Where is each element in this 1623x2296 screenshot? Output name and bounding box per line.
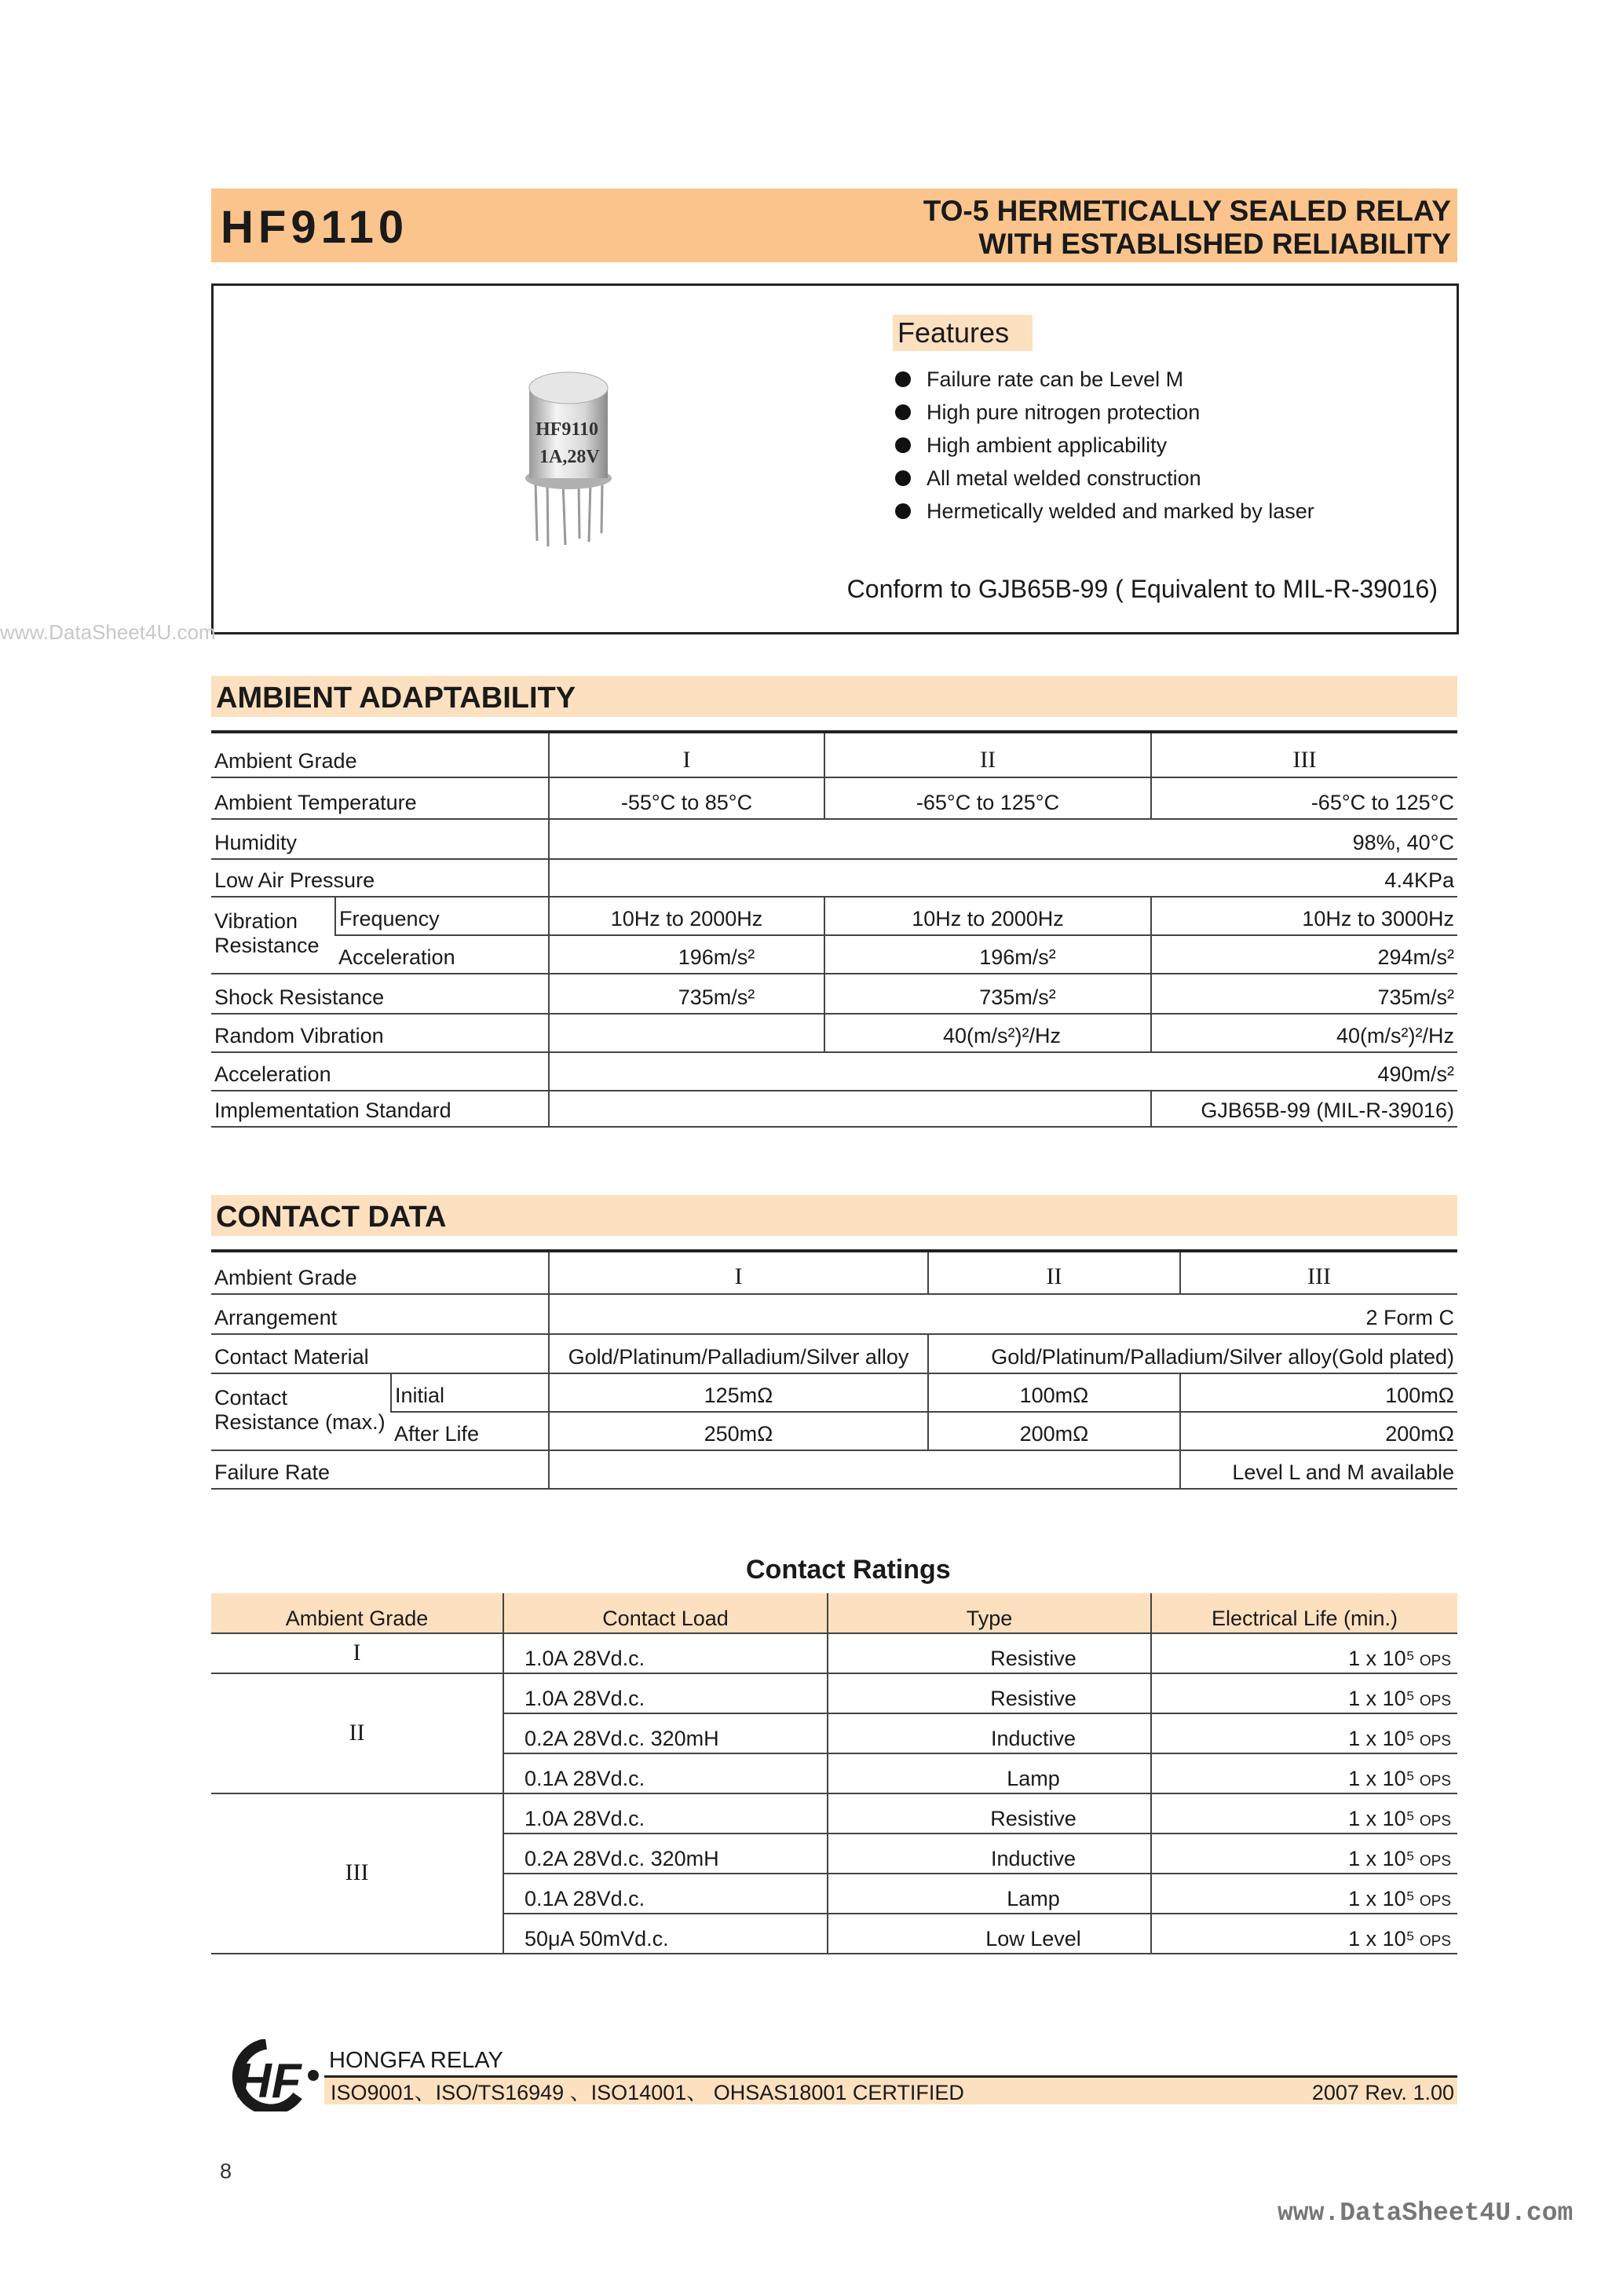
- cell: I: [549, 1251, 928, 1294]
- life-cell: [1151, 1753, 1457, 1793]
- table-row: [211, 777, 1457, 819]
- type-cell: Low Level: [828, 1914, 1151, 1954]
- subtitle-line-2: WITH ESTABLISHED RELIABILITY: [978, 228, 1451, 260]
- life-unit: OPS: [1419, 1693, 1451, 1709]
- row-label: Contact Material: [211, 1334, 549, 1373]
- cell: III: [1151, 732, 1457, 777]
- cell: 200mΩ: [928, 1412, 1180, 1450]
- features-box: [211, 283, 1459, 634]
- life-value: 1 x 10⁵: [1348, 1887, 1415, 1910]
- hongfa-logo: [211, 2039, 321, 2111]
- table-row: [211, 1251, 1457, 1294]
- svg-text:HF9110: HF9110: [536, 419, 599, 440]
- cell: 40(m/s²)²/Hz: [824, 1014, 1151, 1052]
- life-value: 1 x 10⁵: [1348, 1767, 1415, 1790]
- load-cell: 0.1A 28Vd.c.: [503, 1874, 828, 1914]
- cell: 294m/s²: [1151, 935, 1457, 974]
- features-title: Features: [893, 315, 1033, 351]
- table-row: [211, 1673, 1457, 1713]
- bullet-icon: [895, 404, 911, 420]
- load-cell: 0.1A 28Vd.c.: [503, 1753, 828, 1793]
- cell: Level L and M available: [1180, 1450, 1457, 1489]
- feature-text: Hermetically welded and marked by laser: [927, 499, 1314, 523]
- cell: 2 Form C: [549, 1294, 1457, 1334]
- model-name: HF9110: [221, 202, 409, 253]
- feature-item: [895, 363, 1314, 396]
- table-row: [211, 1793, 1457, 1834]
- cell: I: [549, 732, 824, 777]
- life-value: 1 x 10⁵: [1348, 1687, 1415, 1710]
- life-value: 1 x 10⁵: [1348, 1807, 1415, 1830]
- cell: 196m/s²: [549, 935, 824, 974]
- table-row: [211, 819, 1457, 859]
- cell: III: [1180, 1251, 1457, 1294]
- revision: 2007 Rev. 1.00: [1311, 2081, 1454, 2104]
- relay-product-image: [504, 364, 638, 553]
- type-cell: Resistive: [828, 1793, 1151, 1834]
- feature-text: All metal welded construction: [927, 466, 1201, 490]
- load-cell: 1.0A 28Vd.c.: [503, 1793, 828, 1834]
- cell: 10Hz to 3000Hz: [1151, 897, 1457, 935]
- cell: 10Hz to 2000Hz: [549, 897, 824, 935]
- life-cell: [1151, 1673, 1457, 1713]
- feature-item: [895, 462, 1314, 495]
- contact-table: [211, 1249, 1457, 1490]
- cell: Gold/Platinum/Palladium/Silver alloy(Gold plated): [928, 1334, 1457, 1373]
- load-cell: 1.0A 28Vd.c.: [503, 1633, 828, 1673]
- load-cell: 50μA 50mVd.c.: [503, 1914, 828, 1954]
- row-label: Low Air Pressure: [211, 859, 549, 897]
- cell: 250mΩ: [549, 1412, 928, 1450]
- grade-cell: II: [211, 1673, 503, 1793]
- label-line: Resistance (max.): [214, 1410, 386, 1434]
- column-header: Ambient Grade: [211, 1593, 503, 1633]
- cell: GJB65B-99 (MIL-R-39016): [1151, 1091, 1457, 1127]
- cell: 10Hz to 2000Hz: [824, 897, 1151, 935]
- table-row: [211, 732, 1457, 777]
- life-cell: [1151, 1793, 1457, 1834]
- conformance-statement: Conform to GJB65B-99 ( Equivalent to MIL-R-39016): [846, 575, 1438, 603]
- row-label: Acceleration: [335, 935, 549, 974]
- type-cell: Lamp: [828, 1753, 1151, 1793]
- type-cell: Lamp: [828, 1874, 1151, 1914]
- certification-bar: [324, 2075, 1457, 2104]
- table-row: [211, 1014, 1457, 1052]
- life-unit: OPS: [1419, 1773, 1451, 1790]
- table-row: [211, 897, 1457, 935]
- life-unit: OPS: [1419, 1733, 1451, 1749]
- svg-text:1A,28V: 1A,28V: [539, 447, 600, 467]
- row-label: Implementation Standard: [211, 1091, 549, 1127]
- life-cell: [1151, 1713, 1457, 1753]
- ambient-table: [211, 730, 1457, 1128]
- cell: 4.4KPa: [549, 859, 1457, 897]
- table-row: [211, 1373, 1457, 1412]
- ambient-section-title: AMBIENT ADAPTABILITY: [211, 676, 1457, 717]
- table-row: [211, 935, 1457, 974]
- row-label: Humidity: [211, 819, 549, 859]
- resistance-label: [211, 1373, 391, 1450]
- type-cell: Inductive: [828, 1713, 1151, 1753]
- bullet-icon: [895, 470, 911, 486]
- cell: [549, 1091, 1151, 1127]
- bullet-icon: [895, 371, 911, 387]
- title-bar: [211, 188, 1457, 262]
- contact-ratings-table: [211, 1593, 1457, 1954]
- cell: -55°C to 85°C: [549, 777, 824, 819]
- table-row: [211, 974, 1457, 1014]
- page-number: 8: [220, 2159, 232, 2183]
- product-subtitle: [923, 195, 1451, 261]
- contact-section-title: CONTACT DATA: [211, 1195, 1457, 1236]
- feature-text: High pure nitrogen protection: [927, 400, 1201, 424]
- table-row: [211, 1412, 1457, 1450]
- life-cell: [1151, 1633, 1457, 1673]
- life-unit: OPS: [1419, 1813, 1451, 1830]
- type-cell: Inductive: [828, 1834, 1151, 1874]
- row-label: Ambient Grade: [211, 1251, 549, 1294]
- type-cell: Resistive: [828, 1633, 1151, 1673]
- cell: [549, 1450, 1180, 1489]
- table-header-row: [211, 1593, 1457, 1633]
- cell: 200mΩ: [1180, 1412, 1457, 1450]
- table-row: [211, 1294, 1457, 1334]
- feature-item: [895, 495, 1314, 528]
- row-label: Ambient Grade: [211, 732, 549, 777]
- cell: [549, 1014, 824, 1052]
- life-value: 1 x 10⁵: [1348, 1727, 1415, 1750]
- table-row: [211, 1450, 1457, 1489]
- cell: 490m/s²: [549, 1052, 1457, 1091]
- feature-text: Failure rate can be Level M: [927, 367, 1184, 391]
- cell: Gold/Platinum/Palladium/Silver alloy: [549, 1334, 928, 1373]
- company-name: HONGFA RELAY: [329, 2048, 503, 2073]
- row-label: Frequency: [335, 897, 549, 935]
- life-unit: OPS: [1419, 1853, 1451, 1870]
- row-label: Ambient Temperature: [211, 777, 549, 819]
- certifications: ISO9001、ISO/TS16949 、ISO14001、 OHSAS18001 CERTIFIED: [331, 2081, 964, 2104]
- subtitle-line-1: TO-5 HERMETICALLY SEALED RELAY: [923, 195, 1451, 227]
- feature-item: [895, 429, 1314, 462]
- table-row: [211, 859, 1457, 897]
- life-unit: OPS: [1419, 1653, 1451, 1669]
- table-row: [211, 1633, 1457, 1673]
- row-label: Acceleration: [211, 1052, 549, 1091]
- cell: 98%, 40°C: [549, 819, 1457, 859]
- life-cell: [1151, 1874, 1457, 1914]
- row-label: Initial: [391, 1373, 549, 1412]
- label-line: Resistance: [214, 934, 320, 957]
- column-header: Type: [828, 1593, 1151, 1633]
- row-label: Random Vibration: [211, 1014, 549, 1052]
- table-row: [211, 1091, 1457, 1127]
- cell: 735m/s²: [1151, 974, 1457, 1014]
- label-line: Vibration: [214, 909, 298, 933]
- cell: 735m/s²: [549, 974, 824, 1014]
- life-cell: [1151, 1914, 1457, 1954]
- cell: -65°C to 125°C: [1151, 777, 1457, 819]
- cell: 125mΩ: [549, 1373, 928, 1412]
- grade-cell: III: [211, 1793, 503, 1954]
- life-unit: OPS: [1419, 1933, 1451, 1950]
- row-label: Shock Resistance: [211, 974, 549, 1014]
- cell: II: [824, 732, 1151, 777]
- life-value: 1 x 10⁵: [1348, 1847, 1415, 1870]
- bullet-icon: [895, 437, 911, 453]
- load-cell: 0.2A 28Vd.c. 320mH: [503, 1834, 828, 1874]
- cell: 100mΩ: [1180, 1373, 1457, 1412]
- life-unit: OPS: [1419, 1893, 1451, 1910]
- life-value: 1 x 10⁵: [1348, 1927, 1415, 1951]
- feature-item: [895, 396, 1314, 429]
- watermark-right[interactable]: www.DataSheet4U.com: [1278, 2199, 1574, 2228]
- bullet-icon: [895, 503, 911, 519]
- load-cell: 1.0A 28Vd.c.: [503, 1673, 828, 1713]
- cell: 100mΩ: [928, 1373, 1180, 1412]
- cell: 40(m/s²)²/Hz: [1151, 1014, 1457, 1052]
- table-row: [211, 1052, 1457, 1091]
- feature-text: High ambient applicability: [927, 433, 1168, 457]
- cell: II: [928, 1251, 1180, 1294]
- cell: -65°C to 125°C: [824, 777, 1151, 819]
- row-label: Arrangement: [211, 1294, 549, 1334]
- grade-cell: I: [211, 1633, 503, 1673]
- column-header: Contact Load: [503, 1593, 828, 1633]
- life-value: 1 x 10⁵: [1348, 1647, 1415, 1670]
- svg-text:HF: HF: [236, 2054, 302, 2108]
- type-cell: Resistive: [828, 1673, 1151, 1713]
- label-line: Contact: [214, 1386, 288, 1409]
- features-list: [895, 363, 1314, 528]
- column-header: Electrical Life (min.): [1151, 1593, 1457, 1633]
- load-cell: 0.2A 28Vd.c. 320mH: [503, 1713, 828, 1753]
- row-label: After Life: [391, 1412, 549, 1450]
- vibration-label: [211, 897, 335, 974]
- life-cell: [1151, 1834, 1457, 1874]
- table-row: [211, 1334, 1457, 1373]
- cell: 735m/s²: [824, 974, 1151, 1014]
- ratings-title: Contact Ratings: [746, 1555, 951, 1585]
- watermark-left[interactable]: www.DataSheet4U.com: [0, 620, 216, 644]
- row-label: Failure Rate: [211, 1450, 549, 1489]
- cell: 196m/s²: [824, 935, 1151, 974]
